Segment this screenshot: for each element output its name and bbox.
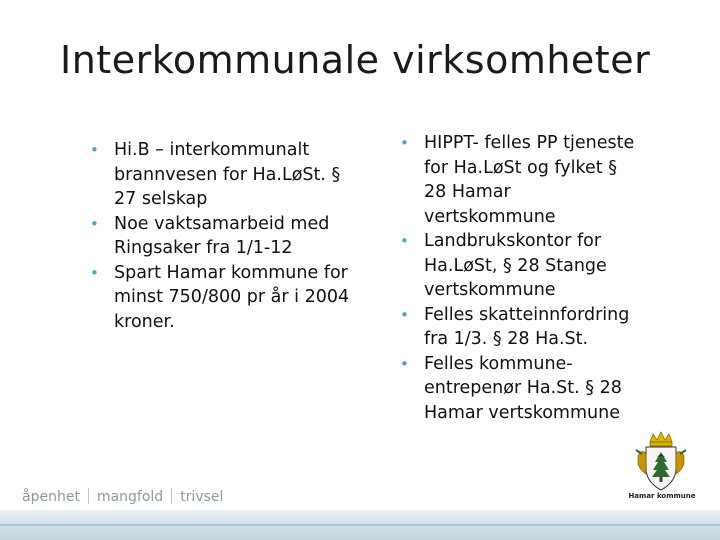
- list-item: [86, 138, 356, 212]
- bullet-text: HIPPT- felles PP tjeneste for Ha.LøSt og fylket § 28 Hamar vertskommune: [424, 133, 635, 227]
- bullet-text: Landbrukskontor for Ha.LøSt, § 28 Stange vertskommune: [424, 231, 607, 300]
- bullet-icon: •: [90, 263, 99, 282]
- tagline-word: mangfold: [96, 489, 164, 505]
- bullet-text: Hi.B – interkommunalt brannvesen for Ha.LøSt. § 27 selskap: [114, 140, 341, 209]
- tagline-divider: [88, 488, 89, 504]
- list-item: [86, 212, 356, 261]
- list-item: [396, 229, 644, 303]
- left-bullet-list: [86, 138, 356, 334]
- list-item: [396, 352, 644, 426]
- footer-band-line: [0, 524, 720, 526]
- bullet-text: Noe vaktsamarbeid med Ringsaker fra 1/1-12: [114, 213, 330, 258]
- logo-caption: Hamar kommune: [628, 492, 696, 500]
- bullet-icon: •: [400, 232, 409, 250]
- list-item: [396, 303, 644, 352]
- bullet-text: Felles kommune-entrepenør Ha.St. § 28 Hamar vertskommune: [424, 353, 622, 423]
- bullet-icon: •: [90, 141, 99, 159]
- bullet-icon: •: [400, 134, 409, 152]
- footer-tagline: [22, 488, 231, 505]
- bullet-text: Spart Hamar kommune for minst 750/800 pr år i 2004 kroner.: [114, 262, 350, 332]
- list-item: [396, 131, 644, 229]
- bullet-icon: •: [400, 354, 409, 373]
- tagline-word: trivsel: [180, 489, 224, 505]
- slide-title: Interkommunale virksomheter: [60, 38, 651, 82]
- bullet-icon: •: [400, 305, 409, 324]
- right-bullet-list: [396, 131, 644, 425]
- tagline-divider: [171, 488, 172, 504]
- bullet-icon: •: [90, 214, 99, 233]
- tagline-word: åpenhet: [22, 489, 80, 505]
- list-item: [86, 261, 356, 335]
- bullet-text: Felles skatteinnfordring fra 1/3. § 28 Ha.St.: [424, 304, 630, 349]
